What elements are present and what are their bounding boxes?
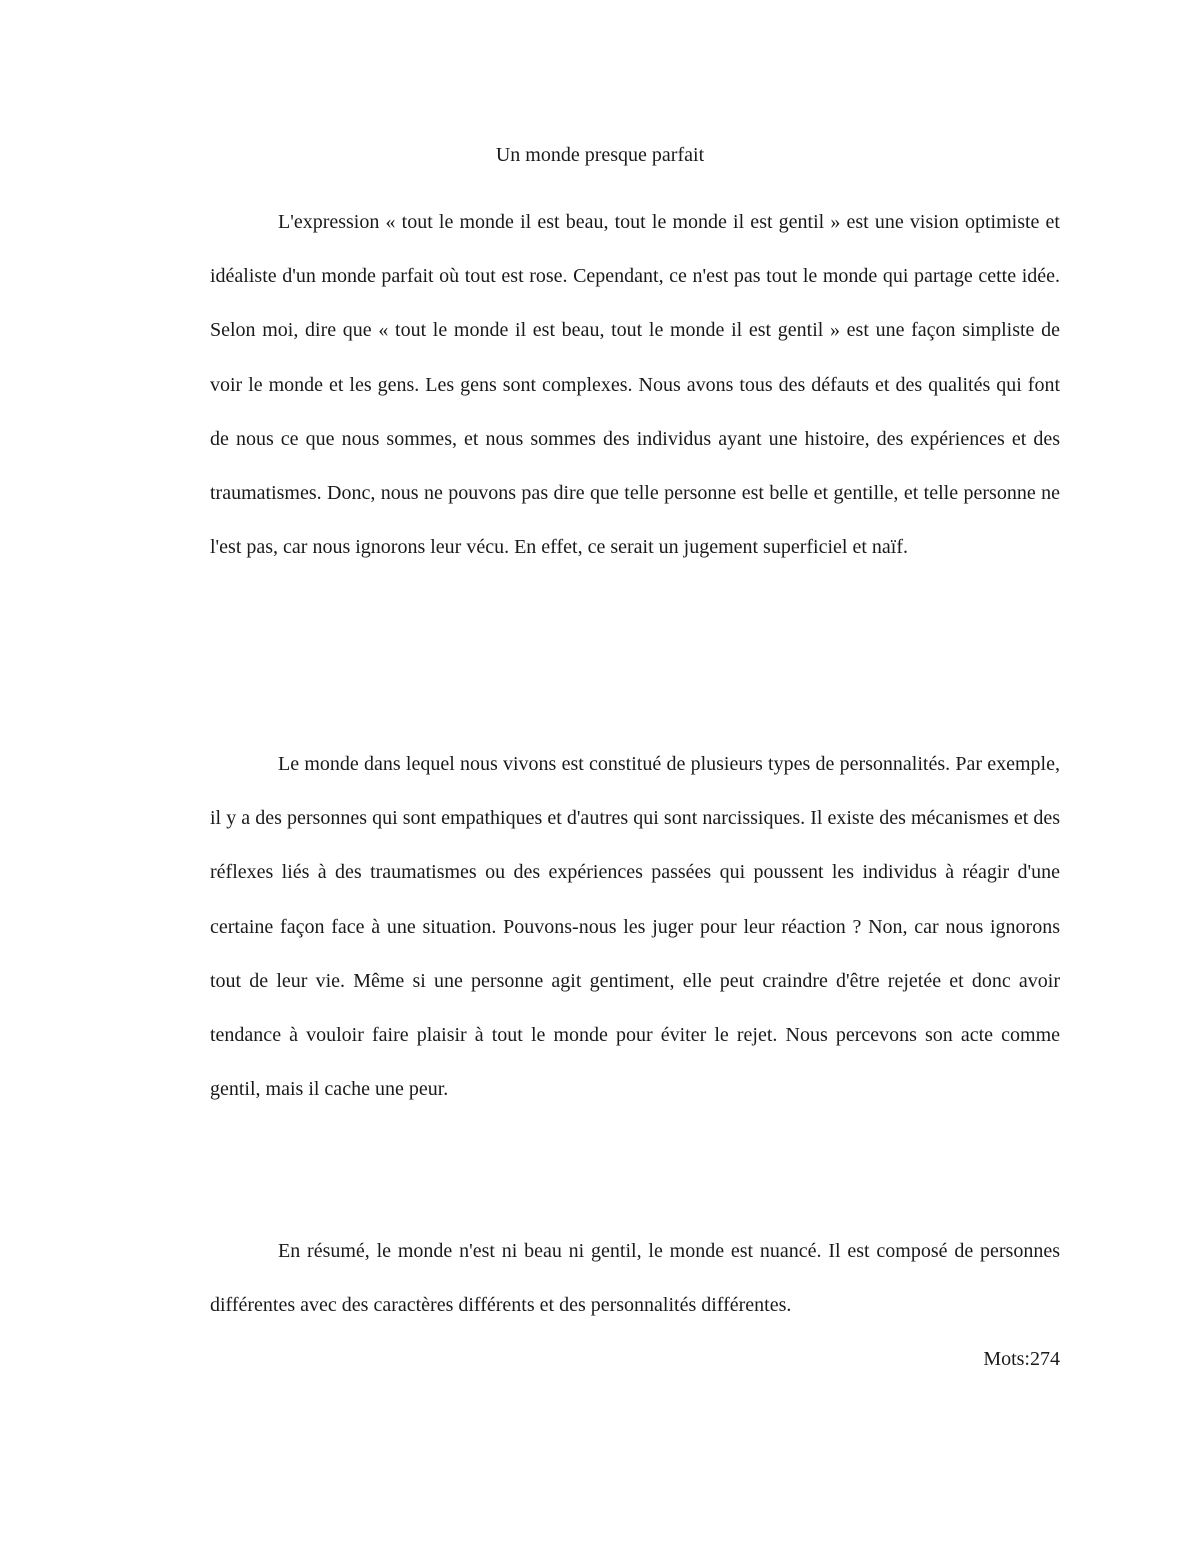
paragraph-conclusion: En résumé, le monde n'est ni beau ni gentil, le monde est nuancé. Il est composé de personnes différentes avec des caractères différents et des personnalités différentes. xyxy=(210,1240,1060,1317)
paragraph-intro: L'expression « tout le monde il est beau, tout le monde il est gentil » est une vision optimiste et idéaliste d'un monde parfait où tout est rose. Cependant, ce n'est pas tout le monde qui partage cette idée. Selon moi, dire que « tout le monde il est beau, tout le monde il est gentil » est une façon simpliste de voir le monde et les gens. Les gens sont complexes. Nous avons tous des défauts et des qualités qui font de nous ce que nous sommes, et nous sommes des individus ayant une histoire, des expériences et des traumatismes. Donc, nous ne pouvons pas dire que telle personne est belle et gentille, et telle personne ne l'est pas, car nous ignorons leur vécu. En effet, ce serait un jugement superficiel et naïf. xyxy=(210,211,1060,559)
word-count: Mots:274 xyxy=(983,1348,1060,1370)
paragraph-body: Le monde dans lequel nous vivons est constitué de plusieurs types de personnalités. Par exemple, il y a des personnes qui sont empathiques et d'autres qui sont narcissiques. Il existe des mécanismes et des réflexes liés à des traumatismes ou des expériences passées qui poussent les individus à réagir d'une certaine façon face à une situation. Pouvons-nous les juger pour leur réaction ? Non, car nous ignorons tout de leur vie. Même si une personne agit gentiment, elle peut craindre d'être rejetée et donc avoir tendance à vouloir faire plaisir à tout le monde pour éviter le rejet. Nous percevons son acte comme gentil, mais il cache une peur. xyxy=(210,753,1060,1101)
document-title: Un monde presque parfait xyxy=(495,144,705,166)
